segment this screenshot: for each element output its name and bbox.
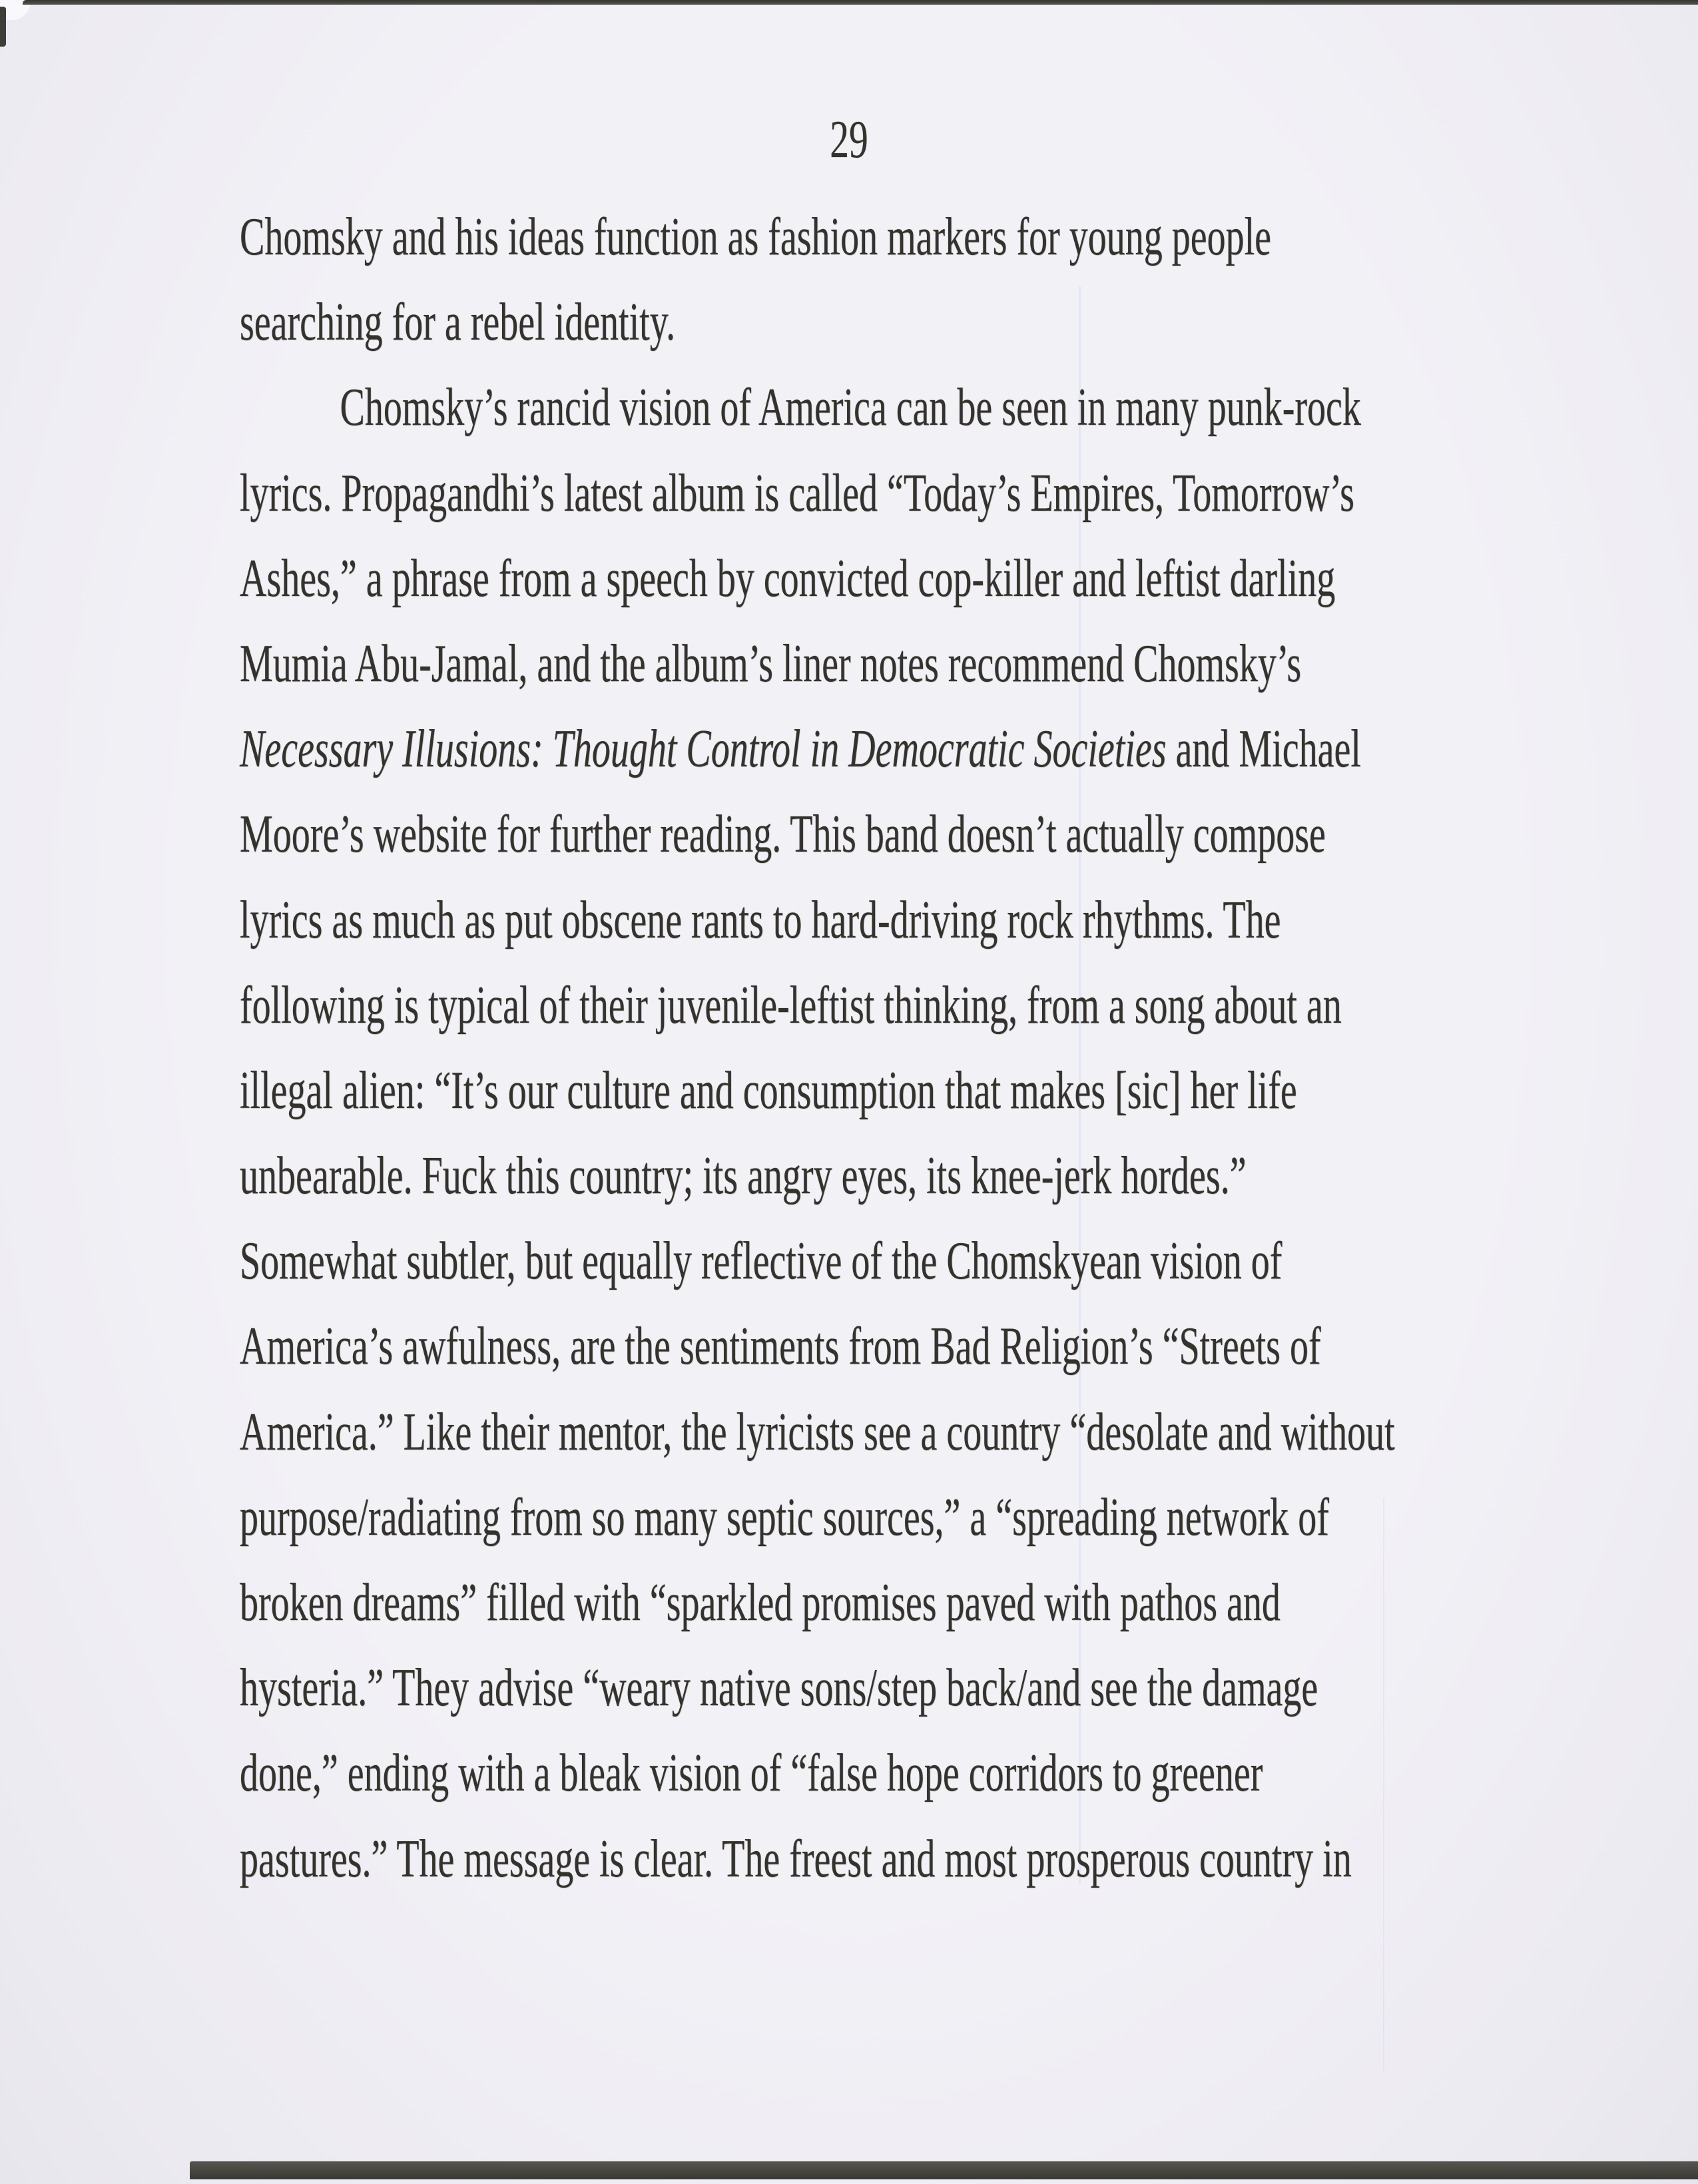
text-line [240,792,1619,877]
text-line [240,1816,1619,1902]
text-line [240,536,1619,621]
text-line [240,706,1619,792]
text-line [240,1475,1619,1560]
text-segment: Ashes,” a phrase from a speech by convicted cop-killer and leftist darling [240,549,1336,608]
text-segment: illegal alien: “It’s our culture and consumption that makes [sic] her life [240,1061,1297,1120]
text-line [240,1048,1619,1133]
text-segment: Chomsky’s rancid vision of America can be seen in many punk-rock [340,378,1361,437]
text-line [240,1731,1619,1816]
scan-edge-top [23,0,1698,5]
text-segment: lyrics. Propagandhi’s latest album is called “Today’s Empires, Tomorrow’s [240,463,1354,523]
text-segment: lyrics as much as put obscene rants to hard-driving rock rhythms. The [240,890,1281,950]
text-line [240,1304,1619,1389]
text-segment: following is typical of their juvenile-leftist thinking, from a song about an [240,975,1342,1035]
text-segment: Chomsky and his ideas function as fashion markers for young people [240,208,1272,266]
scan-edge-left-mark [0,7,6,47]
page-number [0,110,1698,170]
text-segment: hysteria.” They advise “weary native sons/step back/and see the damage [240,1659,1318,1718]
text-segment: Somewhat subtler, but equally reflective of the Chomskyean vision of [240,1232,1282,1291]
text-body [240,194,1619,1902]
text-segment: Moore’s website for further reading. This band doesn’t actually compose [240,805,1326,864]
text-line [240,1219,1619,1304]
text-segment: done,” ending with a bleak vision of “false hope corridors to greener [240,1744,1263,1803]
text-segment: Mumia Abu-Jamal, and the album’s liner notes recommend Chomsky’s [240,634,1302,693]
text-line [240,878,1619,963]
text-segment: pastures.” The message is clear. The freest and most prosperous country in [240,1829,1352,1888]
text-segment: searching for a rebel identity. [240,293,676,352]
text-line [240,1390,1619,1475]
text-segment: purpose/radiating from so many septic sources,” a “spreading network of [240,1488,1329,1547]
text-line [240,365,1619,450]
text-line [240,621,1619,706]
text-line [240,280,1619,365]
text-line [240,1645,1619,1731]
text-segment: America.” Like their mentor, the lyricists see a country “desolate and without [240,1402,1395,1462]
text-segment: America’s awfulness, are the sentiments from Bad Religion’s “Streets of [240,1317,1321,1376]
text-line [240,194,1619,280]
text-segment: and Michael [1166,720,1361,779]
text-segment: unbearable. Fuck this country; its angry eyes, its knee-jerk hordes.” [240,1147,1247,1206]
page-number-value: 29 [830,111,868,169]
text-line [240,451,1619,536]
text-line [240,963,1619,1048]
text-line [240,1560,1619,1645]
scan-edge-bottom [190,2161,1698,2179]
text-segment: broken dreams” filled with “sparkled promises paved with pathos and [240,1573,1280,1632]
text-line [240,1133,1619,1219]
book-title-italic: Necessary Illusions: Thought Control in Democratic Societies [240,720,1167,779]
